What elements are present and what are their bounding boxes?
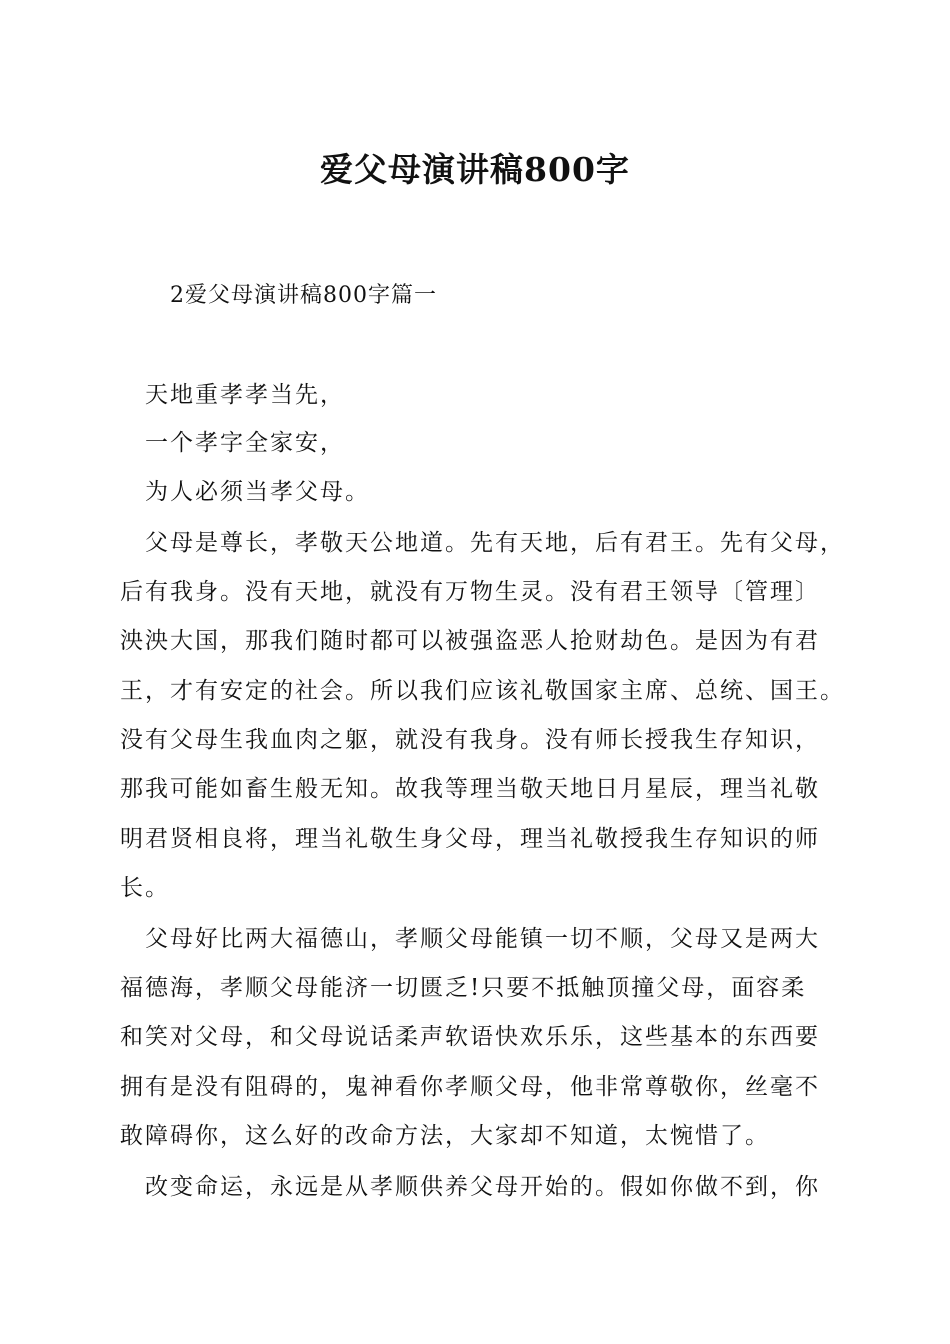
text-line: 为人必须当孝父母。: [145, 479, 370, 505]
text-line: 一个孝字全家安，: [145, 430, 345, 456]
text-line: 那我可能如畜生般无知。故我等理当敬天地日月星辰，理当礼敬: [120, 776, 820, 802]
text-line: 改变命运，永远是从孝顺供养父母开始的。假如你做不到，你: [145, 1174, 820, 1200]
text-line: 拥有是没有阻碍的，鬼神看你孝顺父母，他非常尊敬你，丝毫不: [120, 1074, 820, 1100]
text-line: 父母好比两大福德山，孝顺父母能镇一切不顺，父母又是两大: [145, 926, 820, 952]
text-line: 后有我身。没有天地，就没有万物生灵。没有君王领导〔管理〕: [120, 579, 820, 605]
text-line: 和笑对父母，和父母说话柔声软语快欢乐乐，这些基本的东西要: [120, 1024, 820, 1050]
document-title: 爱父母演讲稿800字: [320, 150, 630, 189]
text-line: 敢障碍你，这么好的改命方法，大家却不知道，太惋惜了。: [120, 1123, 770, 1149]
text-line: 长。: [120, 875, 170, 901]
text-line: 泱泱大国，那我们随时都可以被强盗恶人抢财劫色。是因为有君: [120, 628, 820, 654]
text-line: 父母是尊长，孝敬天公地道。先有天地，后有君王。先有父母，: [145, 530, 845, 556]
document-subtitle: 2爱父母演讲稿800字篇一: [170, 283, 437, 308]
text-line: 没有父母生我血肉之躯，就没有我身。没有师长授我生存知识，: [120, 727, 820, 753]
text-line: 天地重孝孝当先，: [145, 382, 345, 408]
text-line: 王，才有安定的社会。所以我们应该礼敬国家主席、总统、国王。: [120, 678, 845, 704]
text-line: 福德海，孝顺父母能济一切匮乏!只要不抵触顶撞父母，面容柔: [120, 975, 807, 1001]
text-line: 明君贤相良将，理当礼敬生身父母，理当礼敬授我生存知识的师: [120, 826, 820, 852]
